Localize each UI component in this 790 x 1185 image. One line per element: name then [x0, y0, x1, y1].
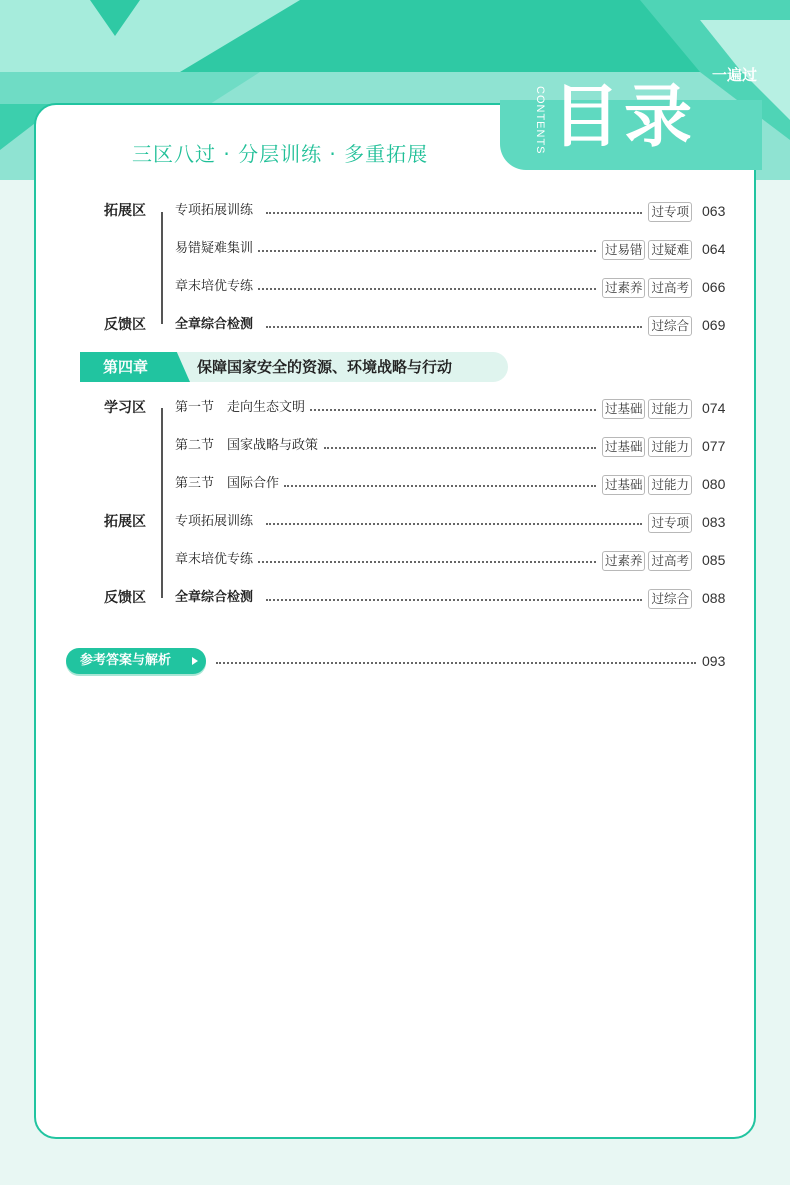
- page-number: 085: [702, 552, 726, 568]
- entry-title: 第二节 国家战略与政策: [175, 438, 319, 453]
- page-number: 066: [702, 279, 726, 295]
- dot-leader: [258, 561, 596, 563]
- page-number: 069: [702, 317, 726, 333]
- tag: 过专项: [648, 513, 692, 533]
- tag: 过综合: [648, 589, 692, 609]
- dot-leader: [266, 599, 642, 601]
- tag: 过基础: [602, 475, 646, 495]
- entry-title: 专项拓展训练: [175, 514, 254, 529]
- page-number: 083: [702, 514, 726, 530]
- zone-label: 反馈区: [104, 317, 146, 333]
- answers-button[interactable]: [66, 648, 206, 674]
- entry-title: 全章综合检测: [175, 317, 254, 332]
- entry-tags: [602, 278, 692, 298]
- dot-leader: [266, 326, 642, 328]
- entry-tags: [602, 475, 692, 495]
- dot-leader: [266, 523, 642, 525]
- tag: 过高考: [648, 278, 692, 298]
- brand-logo: 一遍过: [712, 66, 758, 84]
- dot-leader: [310, 409, 596, 411]
- chapter-title: 保障国家安全的资源、环境战略与行动: [197, 358, 453, 376]
- tag: 过易错: [602, 240, 646, 260]
- zone-label: 反馈区: [104, 590, 146, 606]
- slogan: 三区八过 · 分层训练 · 多重拓展: [132, 142, 429, 166]
- entry-tags: [648, 202, 692, 222]
- dot-leader: [324, 447, 596, 449]
- answers-label: 参考答案与解析: [80, 653, 172, 668]
- timeline-line: [161, 408, 163, 598]
- dot-leader: [258, 250, 596, 252]
- play-arrow-icon: [192, 657, 198, 665]
- page-number: 093: [702, 653, 726, 669]
- tag: 过基础: [602, 437, 646, 457]
- chapter-number: 第四章: [103, 358, 149, 376]
- entry-tags: [648, 589, 692, 609]
- entry-tags: [602, 399, 692, 419]
- tag: 过素养: [602, 278, 646, 298]
- timeline-line: [161, 212, 163, 324]
- tag: 过能力: [648, 399, 692, 419]
- entry-tags: [648, 316, 692, 336]
- page-number: 088: [702, 590, 726, 606]
- tag: 过素养: [602, 551, 646, 571]
- page-title: 目录: [552, 78, 697, 157]
- entry-title: 章末培优专练: [175, 552, 254, 567]
- page-number: 063: [702, 203, 726, 219]
- entry-tags: [602, 551, 692, 571]
- tag: 过高考: [648, 551, 692, 571]
- contents-label: CONTENTS: [534, 86, 546, 155]
- dot-leader: [284, 485, 596, 487]
- tag: 过能力: [648, 437, 692, 457]
- zone-label: 拓展区: [104, 514, 146, 530]
- entry-title: 专项拓展训练: [175, 203, 254, 218]
- tag: 过综合: [648, 316, 692, 336]
- page-number: 074: [702, 400, 726, 416]
- zone-label: 学习区: [104, 400, 146, 416]
- page-number: 080: [702, 476, 726, 492]
- entry-title: 全章综合检测: [175, 590, 254, 605]
- zone-label: 拓展区: [104, 203, 146, 219]
- dot-leader: [258, 288, 596, 290]
- dot-leader: [266, 212, 642, 214]
- entry-title: 第三节 国际合作: [175, 476, 280, 491]
- entry-tags: [602, 437, 692, 457]
- entry-title: 章末培优专练: [175, 279, 254, 294]
- entry-tags: [602, 240, 692, 260]
- page-number: 077: [702, 438, 726, 454]
- entry-tags: [648, 513, 692, 533]
- tag: 过能力: [648, 475, 692, 495]
- dot-leader: [216, 662, 696, 664]
- entry-title: 易错疑难集训: [175, 241, 254, 256]
- tag: 过疑难: [648, 240, 692, 260]
- tag: 过专项: [648, 202, 692, 222]
- entry-title: 第一节 走向生态文明: [175, 400, 306, 415]
- tag: 过基础: [602, 399, 646, 419]
- page-number: 064: [702, 241, 726, 257]
